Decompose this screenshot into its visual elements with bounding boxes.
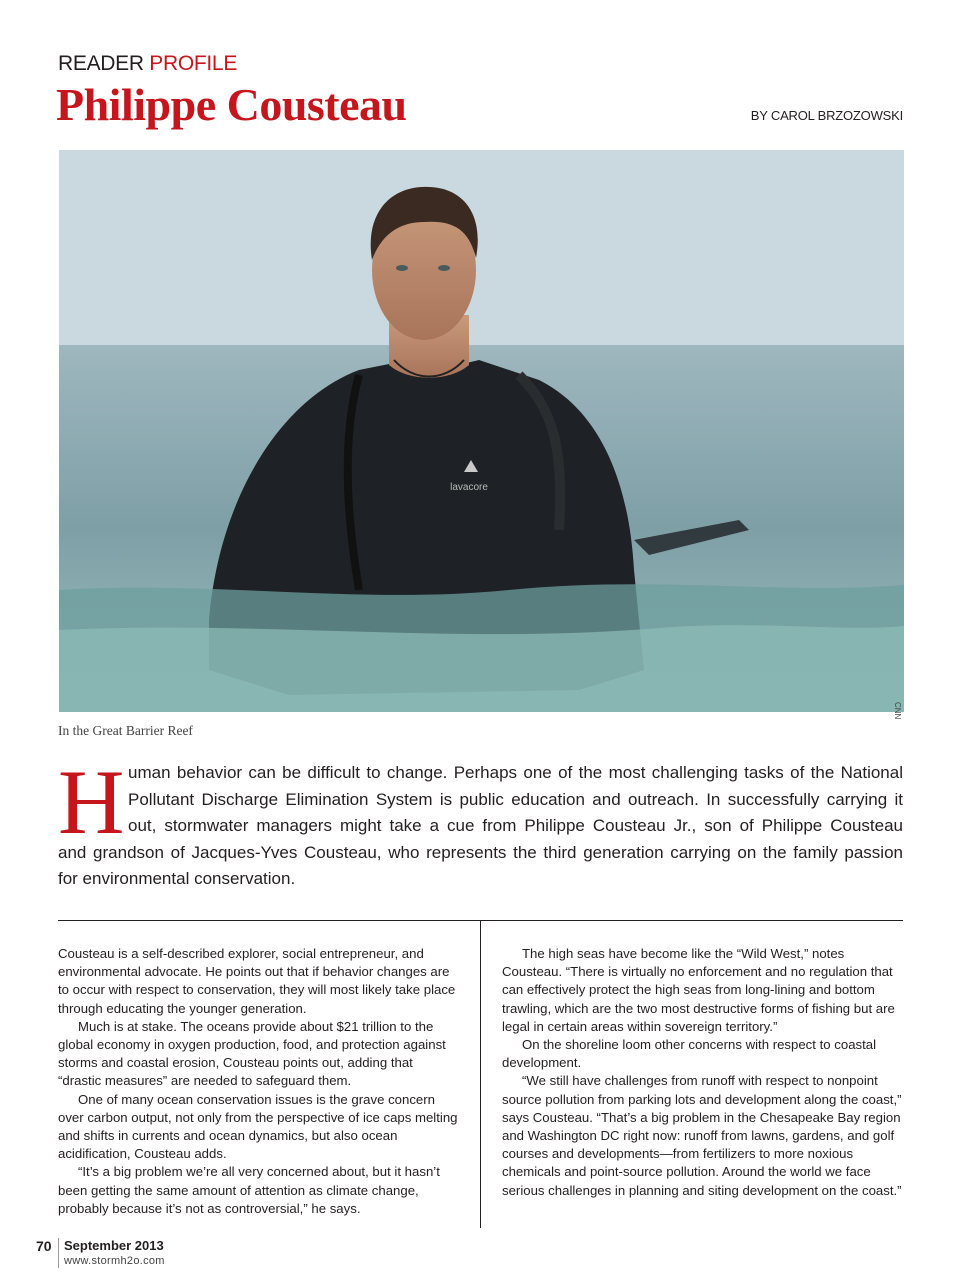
intro-line: for environmental conservation.: [58, 869, 296, 888]
body-column-right: [502, 945, 902, 1200]
photo-credit: CNN: [893, 702, 902, 720]
body-column-left: [58, 945, 458, 1218]
kicker-label-accent: PROFILE: [149, 52, 238, 75]
kicker-label: READER: [58, 52, 150, 75]
body-paragraph: Much is at stake. The oceans provide about $21 trillion to the global economy in oxygen production, food, and protection against storms and coastal erosion, Cousteau points out, adding that “drastic measures” are needed to safeguard them.: [58, 1018, 446, 1089]
page-number: 70: [36, 1238, 52, 1254]
byline: BY CAROL BRZOZOWSKI: [750, 108, 903, 123]
body-paragraph: On the shoreline loom other concerns with respect to coastal development.: [502, 1037, 877, 1071]
intro-paragraph: [58, 760, 903, 893]
column-divider: [480, 920, 481, 1228]
section-kicker: [58, 52, 237, 76]
intro-line: Pollutant Discharge Elimination System is public education and outreach. In successfully carrying it: [128, 789, 903, 809]
drop-cap: H: [58, 751, 125, 853]
body-paragraph: Cousteau is a self-described explorer, social entrepreneur, and environmental advocate. He points out that if behavior changes are to occur with respect to conservation, they will most likely take place through educating the younger generation.: [58, 946, 456, 1016]
issue-date: September 2013: [64, 1238, 164, 1253]
body-paragraph: “We still have challenges from runoff with respect to nonpoint source pollution from parking lots and development along the coast,” says Cousteau. “That’s a big problem in the Chesapeake Bay region and Washington DC right now: runoff from lawns, gardens, and golf courses and developments—from fertilizers to more noxious chemicals and point-source pollution. Around the world we face serious challenges in planning and siting development on the coast.”: [502, 1073, 902, 1198]
hero-photo: [59, 150, 904, 712]
intro-line: uman behavior can be difficult to change. Perhaps one of the most challenging tasks of the National: [128, 763, 903, 782]
body-paragraph: “It’s a big problem we’re all very concerned about, but it hasn’t been getting the same amount of attention as climate change, probably because it’s not as controversial,” he says.: [58, 1164, 440, 1216]
photo-caption: In the Great Barrier Reef: [58, 723, 193, 738]
diver-in-water-illustration: [59, 150, 904, 712]
publication-url: www.stormh2o.com: [64, 1255, 165, 1267]
intro-line: out, stormwater managers might take a cue from Philippe Cousteau Jr., son of Philippe Cousteau: [128, 816, 903, 835]
intro-line: and grandson of Jacques-Yves Cousteau, who represents the third generation carrying on the family passion: [58, 842, 903, 862]
body-paragraph: The high seas have become like the “Wild West,” notes Cousteau. “There is virtually no enforcement and no regulation that can effectively protect the high seas from long-lining and bottom trawling, which are the two most destructive forms of fishing but are legal in certain areas within sovereign territory.”: [502, 946, 895, 1034]
article-title: Philippe Cousteau: [56, 79, 407, 130]
footer-divider: [58, 1238, 59, 1268]
wetsuit-logo: lavacore: [450, 482, 488, 493]
body-paragraph: One of many ocean conservation issues is the grave concern over carbon output, not only from the perspective of ice caps melting and shifts in currents and ocean dynamics, but also ocean acidification, Cousteau adds.: [58, 1091, 458, 1162]
